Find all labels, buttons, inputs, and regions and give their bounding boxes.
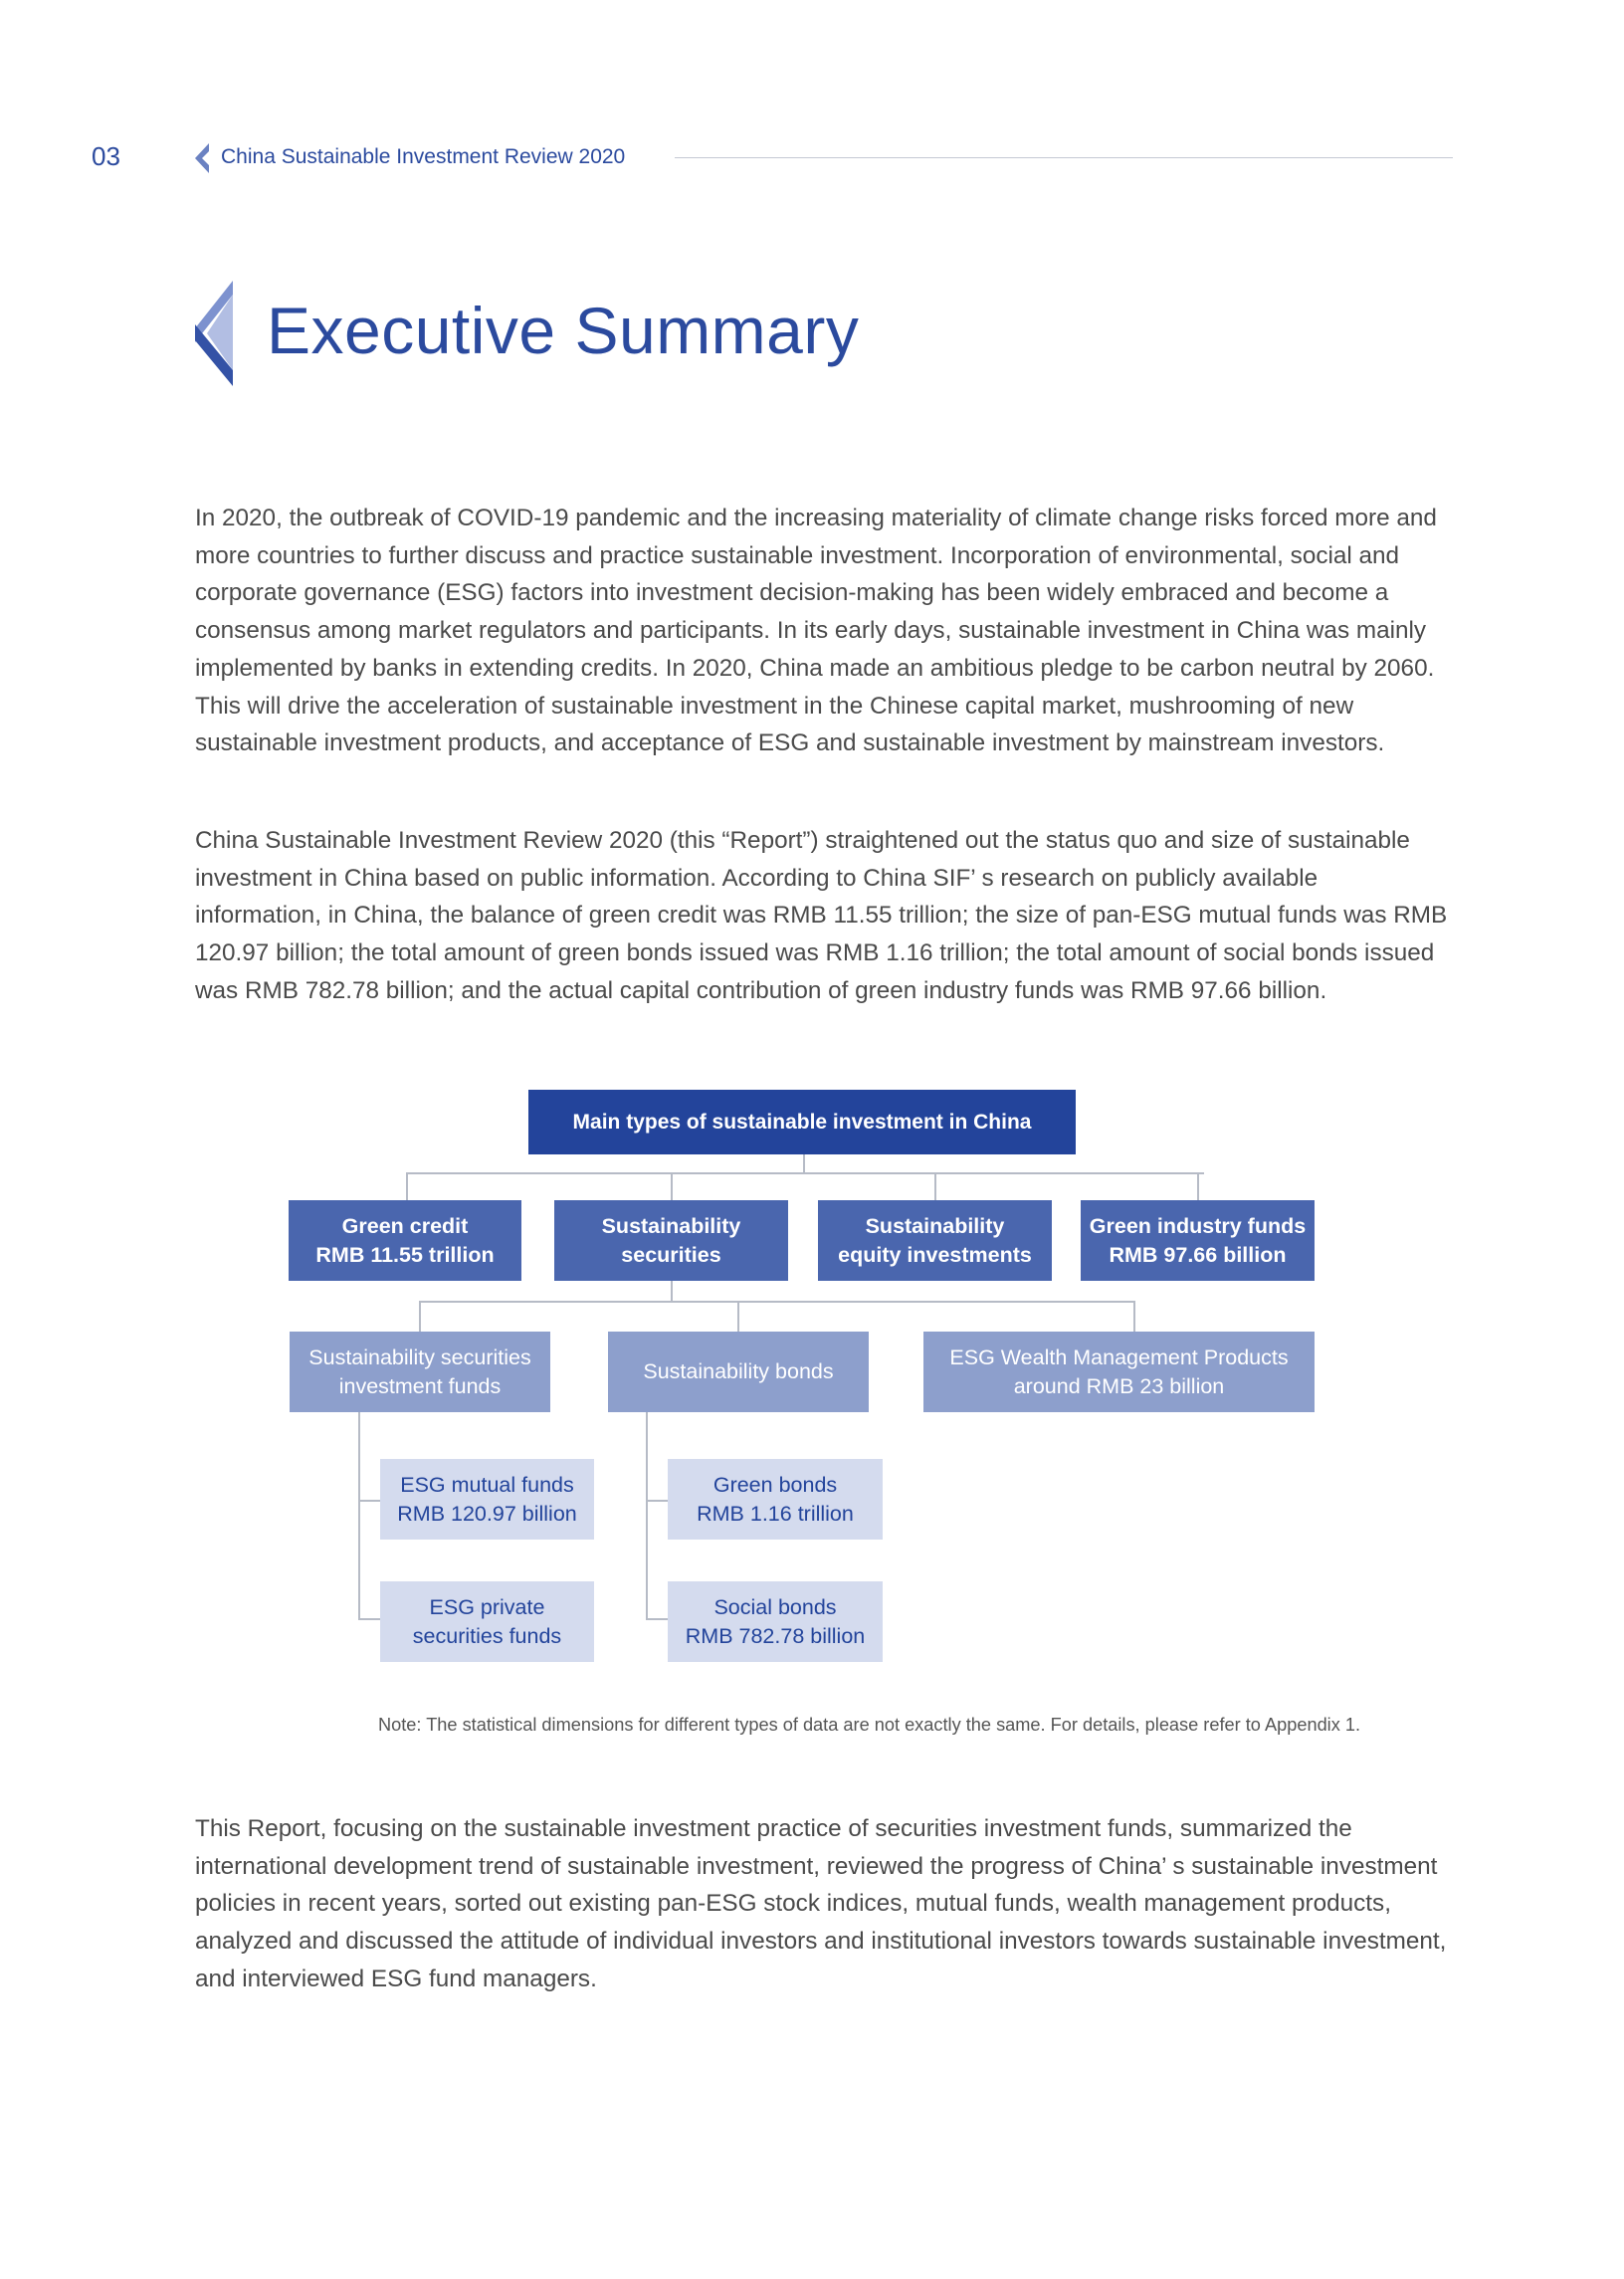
esg-private-funds-box: ESG private securities funds (380, 1581, 594, 1662)
chevron-logo-icon (195, 281, 233, 386)
running-title: China Sustainable Investment Review 2020 (221, 145, 626, 168)
sustainability-equity-box: Sustainability equity investments (818, 1200, 1052, 1281)
sustainability-securities-box: Sustainability securities (554, 1200, 788, 1281)
chevron-left-icon (195, 143, 209, 173)
sustainability-bonds-box: Sustainability bonds (608, 1332, 869, 1412)
page-number: 03 (92, 141, 120, 171)
report-paragraph: China Sustainable Investment Review 2020 (this “Report”) straightened out the status quo and size of sustainable investment in China based on public information. According to China SIF’ s research on publicly available information, in China, the balance of green credit was RMB 11.55 trillion; the size of pan-ESG mutual funds was RMB 120.97 billion; the total amount of green bonds issued was RMB 1.16 trillion; the total amount of social bonds issued was RMB 782.78 billion; and the actual capital contribution of green industry funds was RMB 97.66 billion. (195, 827, 1448, 1004)
social-bonds-box: Social bonds RMB 782.78 billion (668, 1581, 883, 1662)
esg-wealth-management-box: ESG Wealth Management Products around RMB 23 billion (923, 1332, 1315, 1412)
diagram-note: Note: The statistical dimensions for different types of data are not exactly the same. For details, please refer to Appendix 1. (378, 1715, 1361, 1735)
scope-paragraph: This Report, focusing on the sustainable investment practice of securities investment funds, summarized the international development trend of sustainable investment, reviewed the progress of China’ s sustainable investment policies in recent years, sorted out existing pan-ESG stock indices, mutual funds, wealth management products, analyzed and discussed the attitude of individual investors and institutional investors towards sustainable investment, and interviewed ESG fund managers. (195, 1815, 1447, 1992)
esg-mutual-funds-box: ESG mutual funds RMB 120.97 billion (380, 1459, 594, 1540)
intro-paragraph: In 2020, the outbreak of COVID-19 pandemic and the increasing materiality of climate change risks forced more and more countries to further discuss and practice sustainable investment. Incorporation of environmental, social and corporate governance (ESG) factors into investment decision-making has been widely embraced and become a consensus among market regulators and participants. In its early days, sustainable investment in China was mainly implemented by banks in extending credits. In 2020, China made an ambitious pledge to be carbon neutral by 2060. This will drive the acceleration of sustainable investment in the Chinese capital market, mushrooming of new sustainable investment products, and acceptance of ESG and sustainable investment by mainstream investors. (195, 505, 1437, 757)
green-credit-box: Green credit RMB 11.55 trillion (289, 1200, 521, 1281)
securities-investment-funds-box: Sustainability securities investment funds (290, 1332, 550, 1412)
page-title: Executive Summary (267, 294, 860, 367)
green-industry-funds-box: Green industry funds RMB 97.66 billion (1081, 1200, 1315, 1281)
diagram-root-box: Main types of sustainable investment in China (528, 1090, 1076, 1154)
green-bonds-box: Green bonds RMB 1.16 trillion (668, 1459, 883, 1540)
header-divider (675, 157, 1453, 158)
